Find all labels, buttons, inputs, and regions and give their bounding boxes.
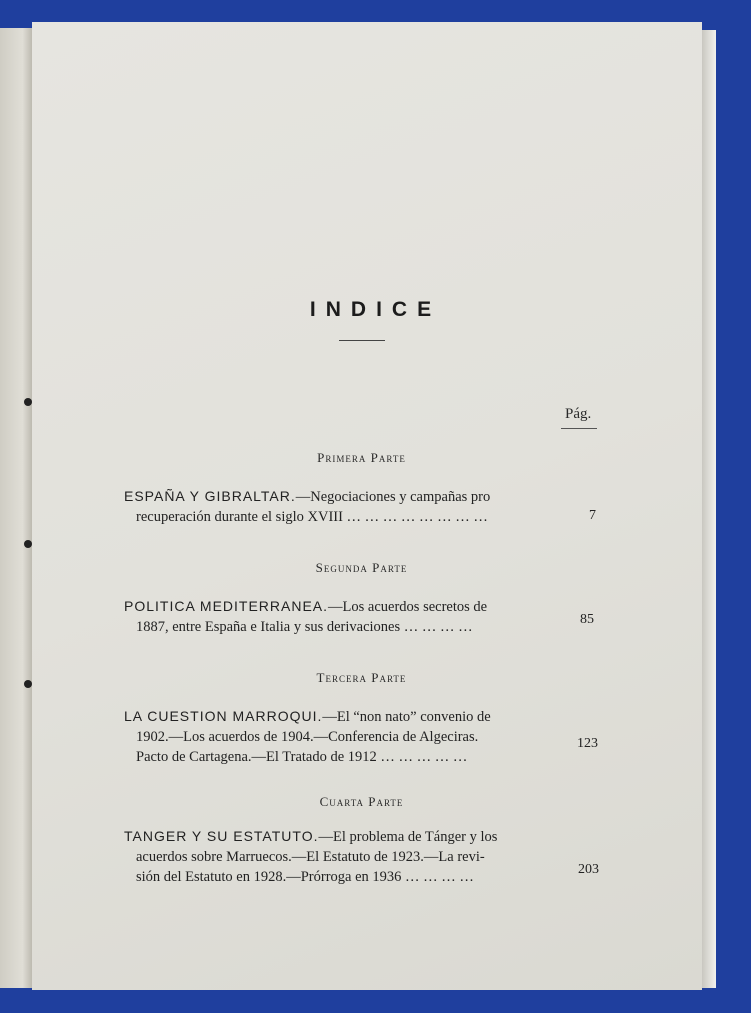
- title-rule: [339, 340, 385, 341]
- entry-text: Pacto de Cartagena.—El Tratado de 1912 … … … … …: [136, 749, 468, 765]
- part-heading: Segunda Parte: [315, 560, 408, 575]
- page-number: 203: [578, 862, 599, 877]
- entry-heading: POLITICA MEDITERRANEA.: [124, 598, 329, 614]
- entry-text: —El “non nato” convenio de: [322, 709, 491, 725]
- entry-text: 1887, entre España e Italia y sus derivaciones … … … …: [136, 619, 473, 635]
- part-heading: Tercera Parte: [316, 670, 407, 685]
- binding-hole: [24, 540, 32, 548]
- toc-entry: [124, 596, 552, 637]
- part-heading: Cuarta Parte: [319, 794, 404, 809]
- entry-text: 1902.—Los acuerdos de 1904.—Conferencia de Algeciras.: [136, 729, 479, 745]
- entry-text: acuerdos sobre Marruecos.—El Estatuto de 1923.—La revi-: [136, 849, 485, 865]
- toc-entry: [124, 826, 552, 887]
- toc-entry: [124, 706, 552, 767]
- entry-heading: ESPAÑA Y GIBRALTAR.: [124, 488, 296, 504]
- page-edge: [702, 30, 716, 988]
- entry-text: —Negociaciones y campañas pro: [295, 489, 491, 505]
- page-title: INDICE: [309, 298, 442, 321]
- page-column-rule: [561, 428, 597, 429]
- page-number: 85: [580, 612, 594, 627]
- binding-hole: [24, 398, 32, 406]
- page-number: 123: [577, 736, 598, 751]
- page-column-label: Pág.: [565, 406, 592, 422]
- entry-text: sión del Estatuto en 1928.—Prórroga en 1936 … … … …: [136, 869, 474, 885]
- entry-text: recuperación durante el siglo XVIII … … … … … … … …: [136, 509, 488, 525]
- part-heading: Primera Parte: [317, 450, 406, 465]
- page-number: 7: [589, 508, 596, 523]
- toc-entry: [124, 486, 552, 527]
- entry-heading: LA CUESTION MARROQUI.: [124, 708, 323, 724]
- entry-text: —Los acuerdos secretos de: [328, 599, 488, 615]
- entry-text: —El problema de Tánger y los: [318, 829, 498, 845]
- facing-page: [0, 28, 34, 988]
- entry-heading: TANGER Y SU ESTATUTO.: [124, 828, 319, 844]
